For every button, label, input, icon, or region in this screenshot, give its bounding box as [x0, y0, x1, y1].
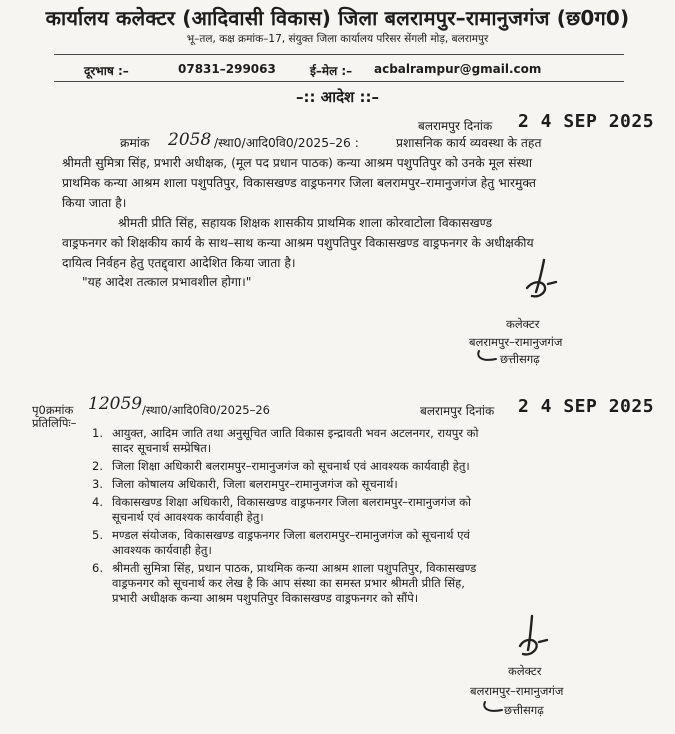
copy-item-line: सूचनार्थ एवं आवश्यक कार्यवाही हेतु। [112, 510, 264, 524]
copy-item-line: जिला कोषालय अधिकारी, जिला बलरामपुर–रामानुजगंज को सूचनार्थ। [112, 477, 398, 491]
email-address: acbalrampur@gmail.com [374, 62, 542, 76]
order-para2-line1: श्रीमती प्रीति सिंह, सहायक शिक्षक शासकीय प्राथमिक शाला कोरवाटोला विकासखण्ड [118, 216, 493, 230]
copy-item-number: 5. [92, 528, 103, 542]
order-date: 2 4 SEP 2025 [518, 111, 655, 132]
copy-item-5 [92, 528, 602, 558]
office-address: भू–तल, कक्ष क्रमांक–17, संयुक्त जिला कार्यालय परिसर सेंगली मोड़, बलरामपुर [186, 33, 489, 45]
office-name-heading: कार्यालय कलेक्टर (आदिवासी विकास) जिला बलरामपुर–रामानुजगंज (छ0ग0) [45, 6, 630, 30]
header-divider-bottom [54, 81, 624, 82]
copy-item-line: विकासखण्ड शिक्षा अधिकारी, विकासखण्ड वाड्रफनगर जिला बलरामपुर–रामानुजगंज को [112, 495, 471, 509]
signature1-designation: कलेक्टर [506, 317, 540, 331]
initial-mark-1 [476, 348, 498, 364]
copy-item-number: 4. [92, 495, 103, 509]
copy-item-4 [92, 495, 602, 525]
order-para1-line2: प्राथमिक कन्या आश्रम शाला पशुपतिपुर, विकासखण्ड वाड्रफनगर जिला बलरामपुर–रामानुजगंज हेतु भारमुक्त [62, 176, 536, 190]
copy-label: प्रतिलिपिः– [32, 416, 77, 430]
order-para2-line2: वाड्रफनगर को शिक्षकीय कार्य के साथ–साथ कन्या आश्रम पशुपतिपुर विकासखण्ड वाड्रफनगर के अधीक्षकीय [62, 236, 534, 250]
signature2-district: बलरामपुर–रामानुजगंज [470, 684, 564, 698]
signature2-state: छत्तीसगढ़ [504, 703, 544, 717]
copy-item-2 [92, 459, 602, 474]
header-divider-top [54, 54, 624, 55]
order-para1-line1: श्रीमती सुमित्रा सिंह, प्रभारी अधीक्षक, (मूल पद प्रधान पाठक) कन्या आश्रम पशुपतिपुर को उनके मूल संस्था [62, 156, 533, 170]
copy-number-suffix: /स्था0/आदि0वि0/2025–26 [142, 403, 271, 417]
email-label: ई–मेल :– [310, 64, 353, 78]
copy-item-number: 1. [92, 426, 103, 440]
copy-item-3 [92, 477, 602, 492]
order-number-suffix: /स्था0/आदि0वि0/2025–26 : [214, 136, 359, 150]
signature2-designation: कलेक्टर [508, 664, 542, 678]
copy-item-line: जिला शिक्षा अधिकारी बलरामपुर–रामानुजगंज को सूचनार्थ एवं आवश्यक कार्यवाही हेतु। [112, 459, 470, 473]
order-para2-line3: दायित्व निर्वहन हेतु एतद्द्वारा आदेशित किया जाता है। [62, 256, 296, 270]
copy-item-number: 6. [92, 561, 103, 575]
collector-signature-2 [514, 614, 554, 660]
order-subject: प्रशासनिक कार्य व्यवस्था के तहत [396, 136, 542, 150]
copy-item-number: 3. [92, 477, 103, 491]
copy-item-line: वाड्रफनगर को सूचनार्थ कर लेख है कि आप संस्था का समस्त प्रभार श्रीमती प्रीति सिंह, [112, 576, 465, 590]
copy-item-1 [92, 426, 602, 456]
copy-number-prefix: पृ0क्रमांक [32, 403, 74, 417]
copy-item-6 [92, 561, 602, 606]
order-number-prefix: क्रमांक [120, 136, 150, 150]
copy-item-line: मण्डल संयोजक, विकासखण्ड वाड्रफनगर जिला बलरामपुर–रामानुजगंज को सूचनार्थ एवं [112, 528, 470, 542]
initial-mark-2 [482, 699, 504, 715]
order-title: –:: आदेश ::– [296, 88, 379, 106]
copy-item-line: प्रभारी अधीक्षक कन्या आश्रम पशुपतिपुर विकासखण्ड वाड्रफनगर को सौंपे। [112, 591, 419, 605]
order-para1-line3: किया जाता है। [62, 196, 127, 210]
signature1-district: बलरामपुर–रामानुजगंज [469, 335, 563, 349]
collector-signature-1 [522, 258, 562, 304]
copy-date: 2 4 SEP 2025 [518, 396, 655, 417]
copy-recipient-list [92, 426, 602, 609]
copy-place-date-label: बलरामपुर दिनांक [420, 404, 495, 418]
copy-item-line: आवश्यक कार्यवाही हेतु। [112, 543, 212, 557]
phone-label: दूरभाष :– [84, 64, 129, 78]
order-number-handwritten: 2058 [168, 130, 212, 150]
copy-item-line: आयुक्त, आदिम जाति तथा अनुसूचित जाति विकास इन्द्रावती भवन अटलनगर, रायपुर को [112, 426, 479, 440]
signature1-state: छत्तीसगढ़ [500, 352, 540, 366]
order-place-date-label: बलरामपुर दिनांक [418, 119, 493, 133]
order-effect-note: "यह आदेश तत्काल प्रभावशील होगा।" [82, 275, 252, 289]
copy-number-handwritten: 12059 [88, 394, 143, 414]
copy-item-line: श्रीमती सुमित्रा सिंह, प्रधान पाठक, प्राथमिक कन्या आश्रम शाला पशुपतिपुर, विकासखण्ड [112, 561, 477, 575]
copy-item-number: 2. [92, 459, 103, 473]
phone-number: 07831–299063 [178, 62, 276, 76]
copy-item-line: सादर सूचनार्थ सम्प्रेषित। [112, 441, 212, 455]
